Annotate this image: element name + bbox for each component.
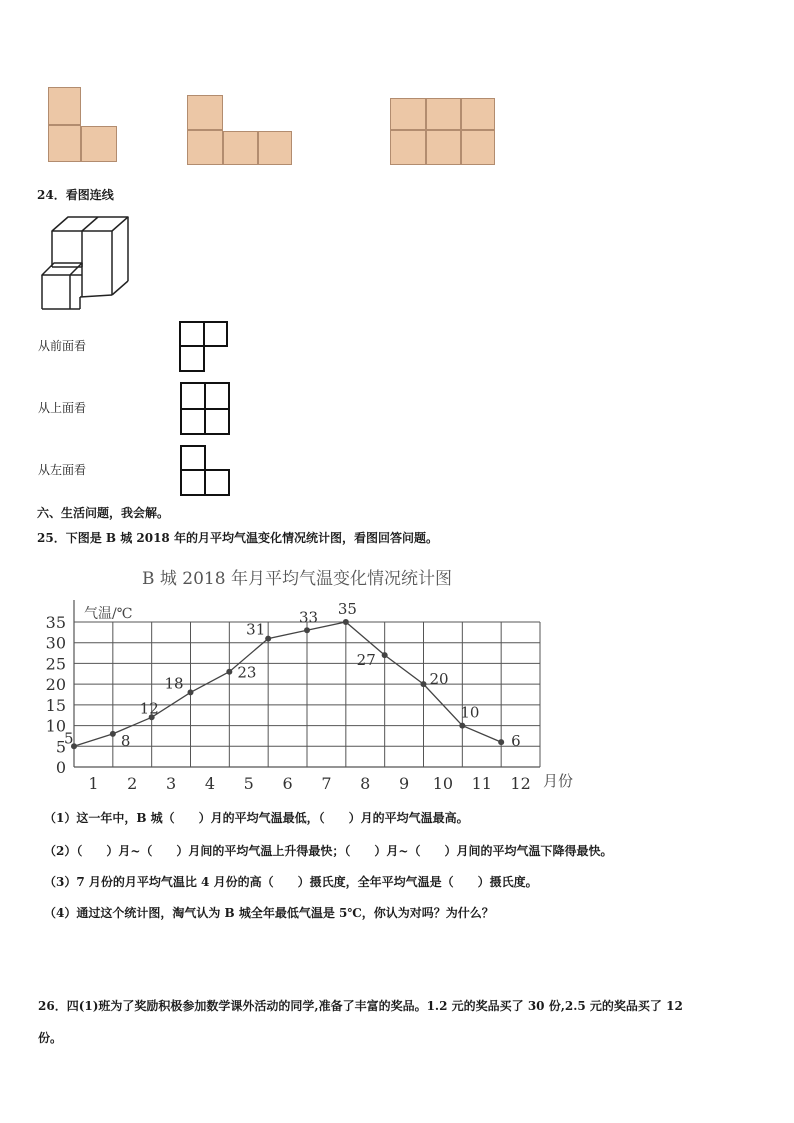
x-tick-label: 12 (510, 774, 531, 793)
data-label: 33 (299, 608, 319, 627)
question-25-part-1: （1）这一年中，B 城（ ）月的平均气温最低，（ ）月的平均气温最高。 (44, 811, 469, 825)
data-label: 35 (337, 600, 357, 618)
top-view-grid[interactable] (179, 381, 233, 437)
x-tick-label: 3 (165, 774, 177, 793)
tile (461, 130, 495, 165)
data-point (382, 652, 388, 658)
y-axis-label: 气温/℃ (84, 606, 133, 622)
tile (48, 87, 81, 125)
tile (81, 126, 117, 162)
x-tick-label: 11 (471, 774, 492, 793)
x-tick-label: 5 (243, 774, 254, 793)
question-26-line-2: 份。 (38, 1031, 63, 1045)
temperature-line-chart (36, 560, 596, 800)
data-label: 18 (164, 674, 184, 693)
data-point (265, 636, 271, 642)
cube-solid-drawing (38, 215, 130, 311)
view-label-top: 从上面看 (38, 401, 87, 415)
question-24-title: 24．看图连线 (37, 188, 114, 202)
view-label-front: 从前面看 (38, 339, 87, 353)
left-view-grid[interactable] (179, 444, 233, 498)
x-tick-label: 9 (398, 774, 410, 793)
x-tick-label: 1 (88, 774, 99, 793)
y-tick-label: 5 (55, 737, 66, 757)
data-point (421, 681, 427, 687)
x-tick-label: 2 (127, 774, 138, 793)
tile (187, 130, 223, 165)
tile (390, 98, 426, 130)
data-point (110, 731, 116, 737)
data-label: 5 (64, 729, 74, 748)
section-6-title: 六、生活问题，我会解。 (37, 506, 170, 520)
data-point (188, 689, 194, 695)
front-view-grid[interactable] (178, 320, 230, 374)
y-tick-label: 30 (45, 633, 66, 653)
data-label: 27 (356, 651, 376, 670)
question-26-line-1: 26．四(1)班为了奖励积极参加数学课外活动的同学,准备了丰富的奖品。1.2 元的奖品买了 30 份,2.5 元的奖品买了 12 (38, 999, 683, 1013)
data-point (498, 739, 504, 745)
data-point (343, 619, 349, 625)
y-tick-label: 15 (45, 695, 66, 715)
x-tick-label: 8 (360, 774, 371, 793)
question-25-part-4: （4）通过这个统计图，淘气认为 B 城全年最低气温是 5℃，你认为对吗？为什么？ (44, 906, 494, 920)
tile (426, 98, 461, 130)
tile (258, 131, 292, 165)
question-25-intro: 25．下图是 B 城 2018 年的月平均气温变化情况统计图，看图回答问题。 (37, 531, 438, 545)
x-tick-label: 7 (321, 774, 332, 793)
y-tick-label: 20 (45, 675, 66, 695)
tile (187, 95, 223, 130)
view-label-left: 从左面看 (38, 463, 87, 477)
tile (426, 130, 461, 165)
data-label: 31 (246, 620, 266, 639)
data-label: 6 (511, 732, 521, 751)
tile (461, 98, 495, 130)
data-label: 12 (139, 699, 159, 718)
tile (48, 125, 81, 162)
x-tick-label: 10 (432, 774, 454, 793)
y-tick-label: 10 (45, 716, 66, 736)
data-label: 8 (120, 731, 131, 750)
y-tick-label: 0 (55, 758, 66, 777)
data-point (459, 723, 465, 729)
data-label: 23 (237, 663, 257, 682)
data-label: 10 (460, 703, 480, 722)
data-point (304, 627, 310, 633)
data-point (226, 669, 232, 675)
tile (223, 131, 258, 165)
y-tick-label: 25 (45, 654, 66, 674)
tile (390, 130, 426, 165)
question-25-part-2: （2）（ ）月~（ ）月间的平均气温上升得最快；（ ）月~（ ）月间的平均气温下降得最快。 (44, 844, 613, 858)
x-axis-label: 月份 (543, 772, 574, 790)
question-25-part-3: （3）7 月份的月平均气温比 4 月份的高（ ）摄氏度，全年平均气温是（ ）摄氏度。 (44, 875, 538, 889)
x-tick-label: 4 (204, 774, 216, 793)
y-tick-label: 35 (45, 613, 66, 632)
chart-title: B 城 2018 年月平均气温变化情况统计图 (142, 569, 452, 589)
x-tick-label: 6 (282, 774, 293, 793)
data-label: 20 (429, 670, 449, 689)
